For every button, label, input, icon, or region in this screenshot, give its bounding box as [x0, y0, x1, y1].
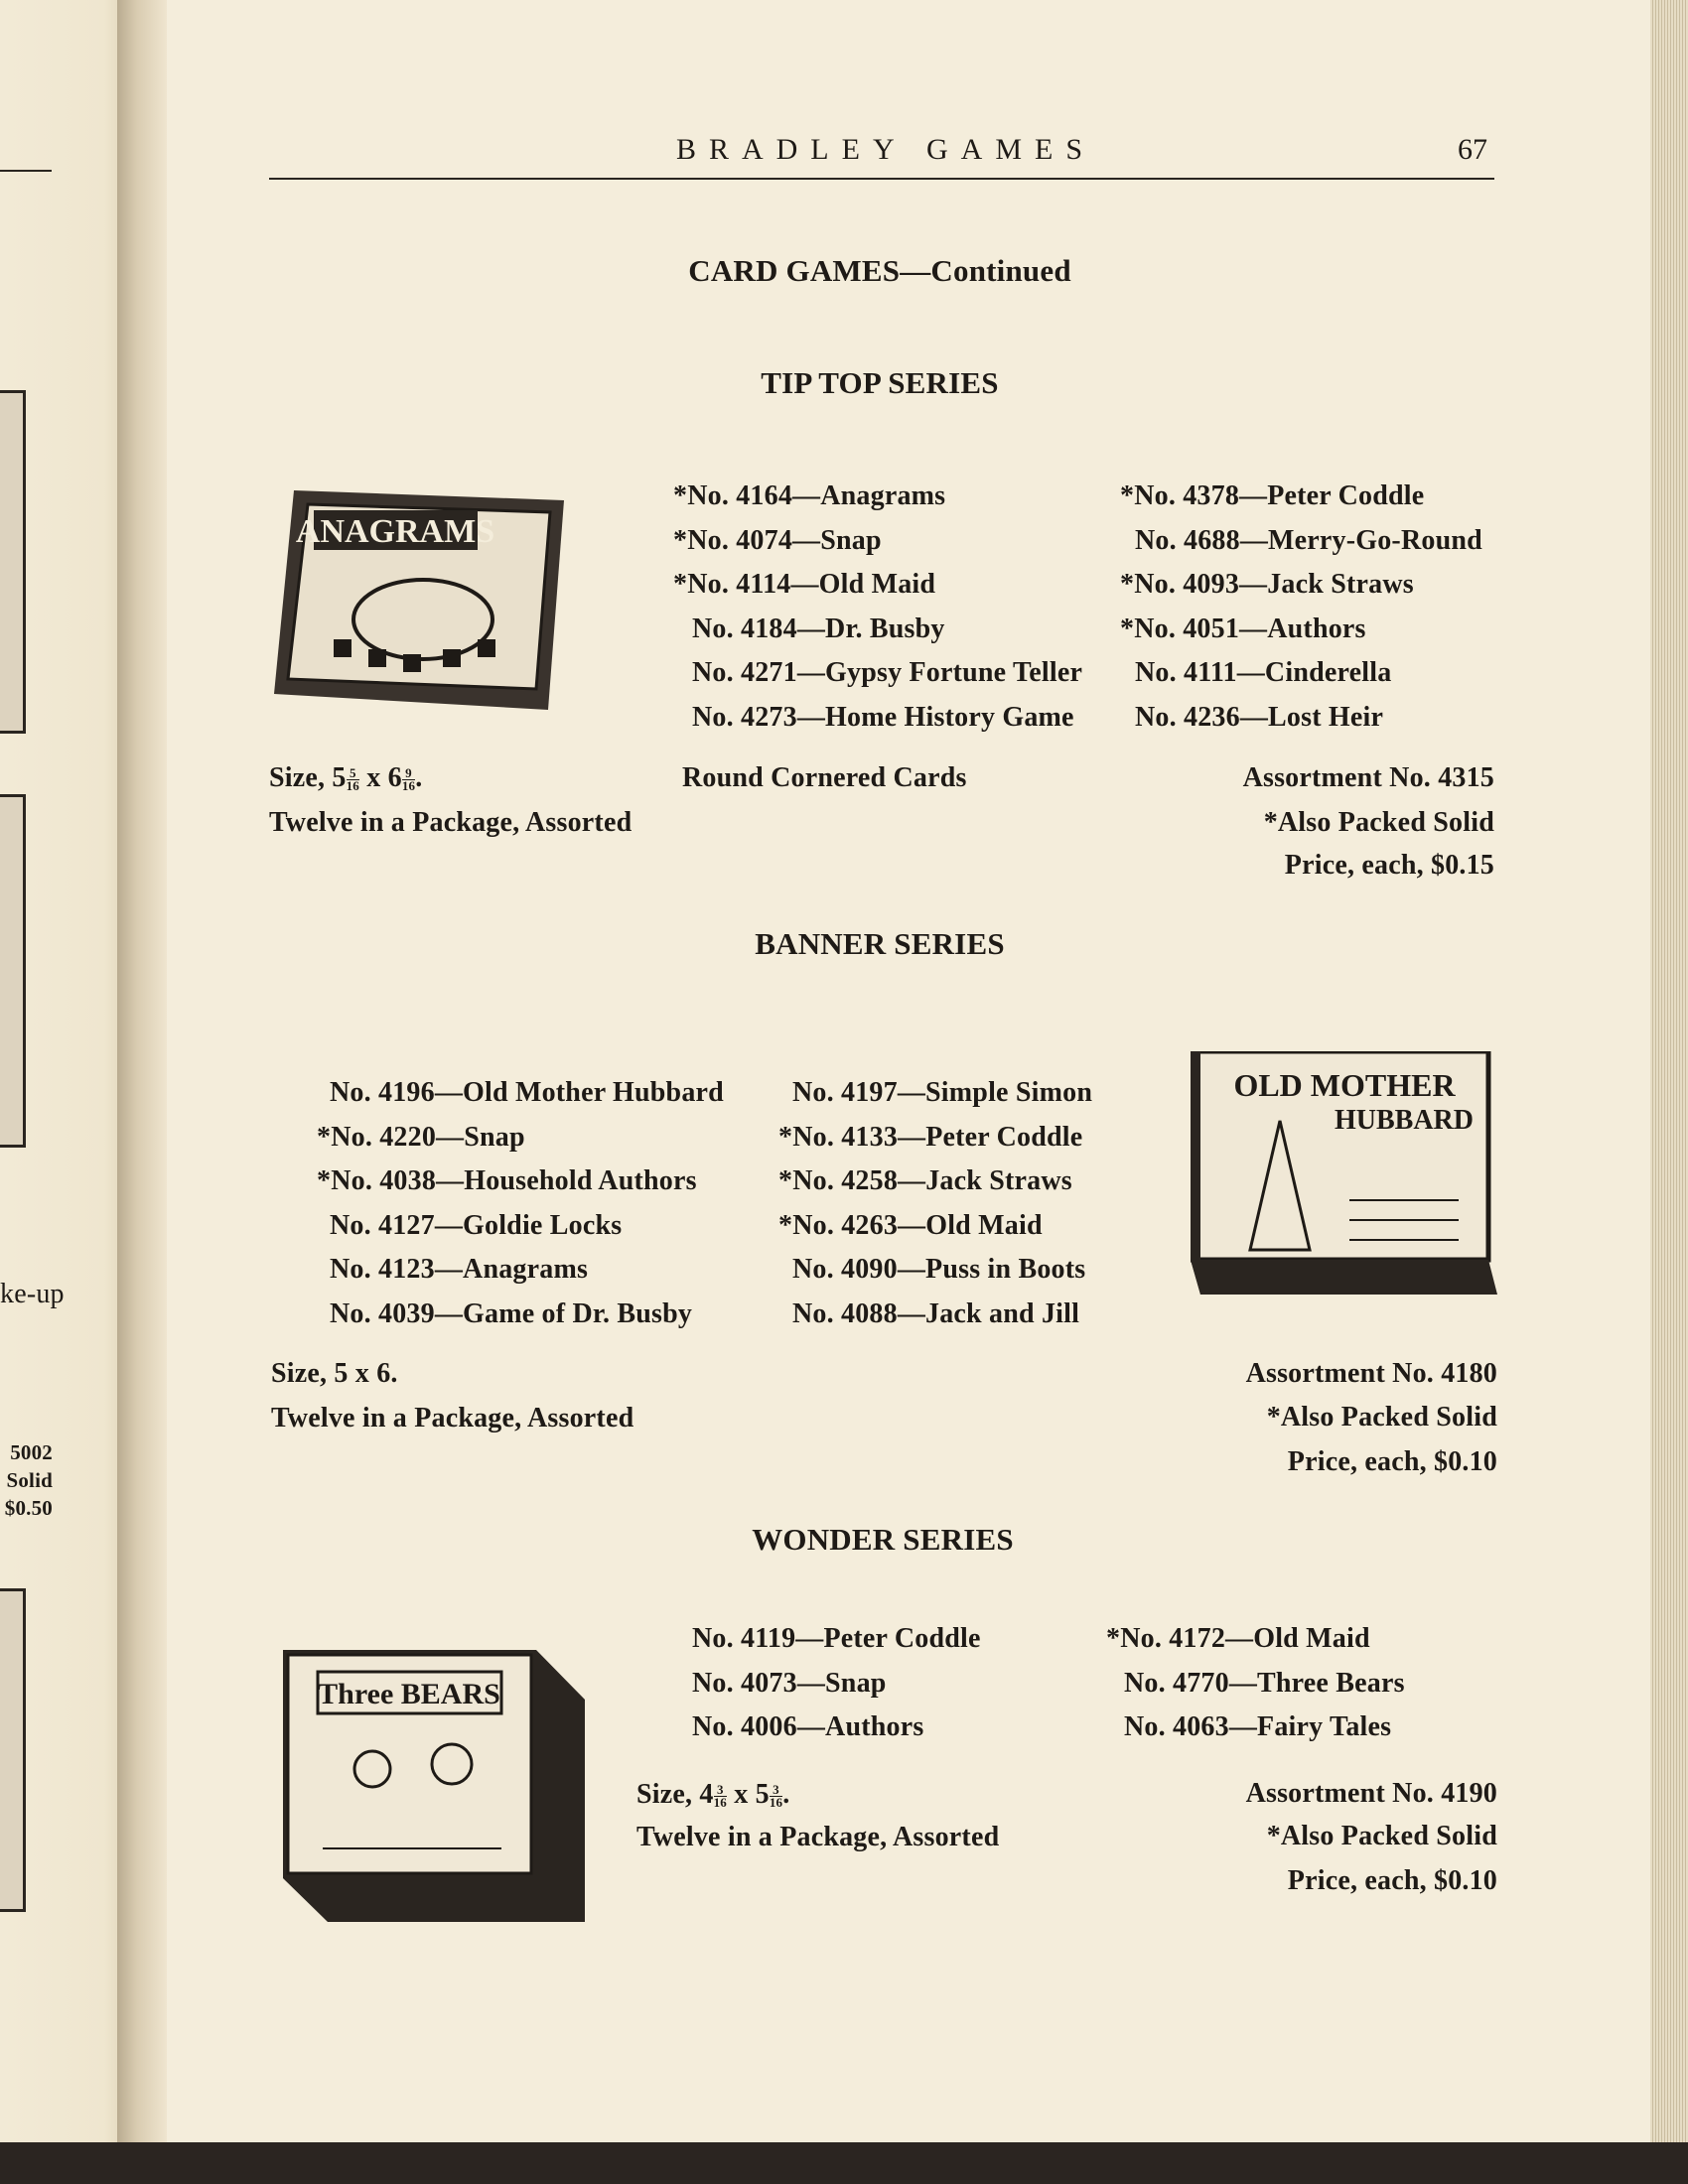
wonder-item: No. 4006—Authors [692, 1711, 924, 1742]
tip-top-price: Price, each, $0.15 [1284, 850, 1494, 881]
left-page-fragment: ke-up [0, 1279, 65, 1309]
left-page-fragment: Solid [6, 1468, 53, 1492]
three-bears-logo: Three BEARS [318, 1678, 500, 1710]
page-edges [1650, 0, 1688, 2144]
banner-item: *No. 4263—Old Maid [778, 1209, 1043, 1241]
old-mother-hubbard-box-illustration [1191, 1051, 1497, 1295]
tip-top-size: Size, 5 $\frac{5}{16}$ x 6 $\frac{9}{16}$ . [269, 762, 423, 794]
fraction: $\frac{9}{16}$ [401, 765, 416, 794]
banner-assortment: Assortment No. 4180 [1245, 1358, 1497, 1389]
banner-item: No. 4039—Game of Dr. Busby [330, 1297, 693, 1329]
wonder-item: *No. 4172—Old Maid [1106, 1623, 1370, 1654]
banner-item: *No. 4133—Peter Coddle [778, 1121, 1083, 1153]
banner-item: *No. 4258—Jack Straws [778, 1165, 1072, 1196]
tip-top-item: *No. 4164—Anagrams [673, 480, 946, 511]
size-text: Size, 5 [269, 762, 347, 793]
tip-top-heading: TIP TOP SERIES [761, 365, 999, 400]
banner-item: No. 4123—Anagrams [330, 1254, 589, 1285]
wonder-size: Size, 4 $\frac{3}{16}$ x 5 $\frac{3}{16}$ . [636, 1779, 790, 1811]
anagrams-logo: ANAGRAMS [295, 513, 495, 550]
wonder-item: No. 4063—Fairy Tales [1124, 1711, 1392, 1742]
fraction: $\frac{5}{16}$ [346, 765, 360, 794]
tip-top-item: No. 4111—Cinderella [1135, 657, 1392, 688]
section-title: CARD GAMES—Continued [688, 253, 1071, 288]
banner-price: Price, each, $0.10 [1287, 1446, 1497, 1477]
fraction: $\frac{3}{16}$ [769, 1782, 783, 1811]
wonder-package: Twelve in a Package, Assorted [636, 1822, 1000, 1852]
page-number: 67 [1458, 133, 1487, 166]
tip-top-assortment: Assortment No. 4315 [1242, 762, 1494, 793]
three-bears-box-illustration [283, 1650, 585, 1922]
left-page-fragment: $0.50 [4, 1496, 53, 1520]
wonder-heading: WONDER SERIES [752, 1522, 1014, 1557]
tip-top-item: *No. 4051—Authors [1120, 613, 1366, 644]
size-text: Size, 4 [636, 1779, 714, 1810]
wonder-assortment: Assortment No. 4190 [1245, 1778, 1497, 1809]
banner-item: No. 4088—Jack and Jill [792, 1297, 1080, 1329]
tip-top-item: No. 4184—Dr. Busby [692, 613, 945, 644]
banner-item: No. 4127—Goldie Locks [330, 1209, 623, 1241]
wonder-price: Price, each, $0.10 [1287, 1865, 1497, 1896]
left-page-illustration [0, 390, 26, 734]
banner-item: No. 4196—Old Mother Hubbard [330, 1077, 724, 1108]
svg-text:HUBBARD: HUBBARD [1334, 1105, 1475, 1136]
wonder-item: No. 4073—Snap [692, 1667, 887, 1699]
banner-item: No. 4090—Puss in Boots [792, 1254, 1086, 1285]
tip-top-item: *No. 4378—Peter Coddle [1120, 480, 1425, 511]
size-text: x 6 [359, 762, 402, 793]
tip-top-item: No. 4236—Lost Heir [1135, 701, 1384, 733]
tip-top-item: *No. 4114—Old Maid [673, 569, 936, 600]
tip-top-item: No. 4271—Gypsy Fortune Teller [692, 657, 1083, 688]
anagrams-box-illustration [274, 490, 564, 710]
header-rule [269, 178, 1494, 180]
banner-packed: *Also Packed Solid [1266, 1402, 1497, 1433]
tip-top-packed: *Also Packed Solid [1263, 807, 1494, 838]
left-page-illustration [0, 794, 26, 1148]
tip-top-note: Round Cornered Cards [682, 762, 967, 793]
fraction: $\frac{3}{16}$ [713, 1782, 728, 1811]
banner-size: Size, 5 x 6. [271, 1358, 398, 1389]
wonder-packed: *Also Packed Solid [1266, 1821, 1497, 1851]
background [0, 2142, 1688, 2184]
banner-package: Twelve in a Package, Assorted [271, 1403, 634, 1433]
tip-top-item: *No. 4074—Snap [673, 524, 882, 556]
wonder-item: No. 4119—Peter Coddle [692, 1623, 981, 1654]
book-gutter [117, 0, 167, 2144]
tip-top-item: No. 4688—Merry-Go-Round [1135, 524, 1482, 556]
tip-top-package: Twelve in a Package, Assorted [269, 807, 633, 838]
banner-item: *No. 4220—Snap [317, 1121, 525, 1153]
size-text: x 5 [727, 1779, 770, 1810]
banner-item: No. 4197—Simple Simon [792, 1077, 1093, 1108]
banner-item: *No. 4038—Household Authors [317, 1165, 697, 1196]
banner-heading: BANNER SERIES [755, 926, 1005, 961]
left-page-fragment: 5002 [10, 1440, 53, 1464]
tip-top-item: *No. 4093—Jack Straws [1120, 569, 1414, 600]
hubbard-logo: OLD MOTHER [1233, 1067, 1456, 1103]
wonder-item: No. 4770—Three Bears [1124, 1667, 1405, 1699]
left-page-illustration [0, 1588, 26, 1912]
tip-top-item: No. 4273—Home History Game [692, 701, 1074, 733]
left-page-rule [0, 170, 52, 172]
running-header: BRADLEY GAMES [675, 133, 1096, 166]
